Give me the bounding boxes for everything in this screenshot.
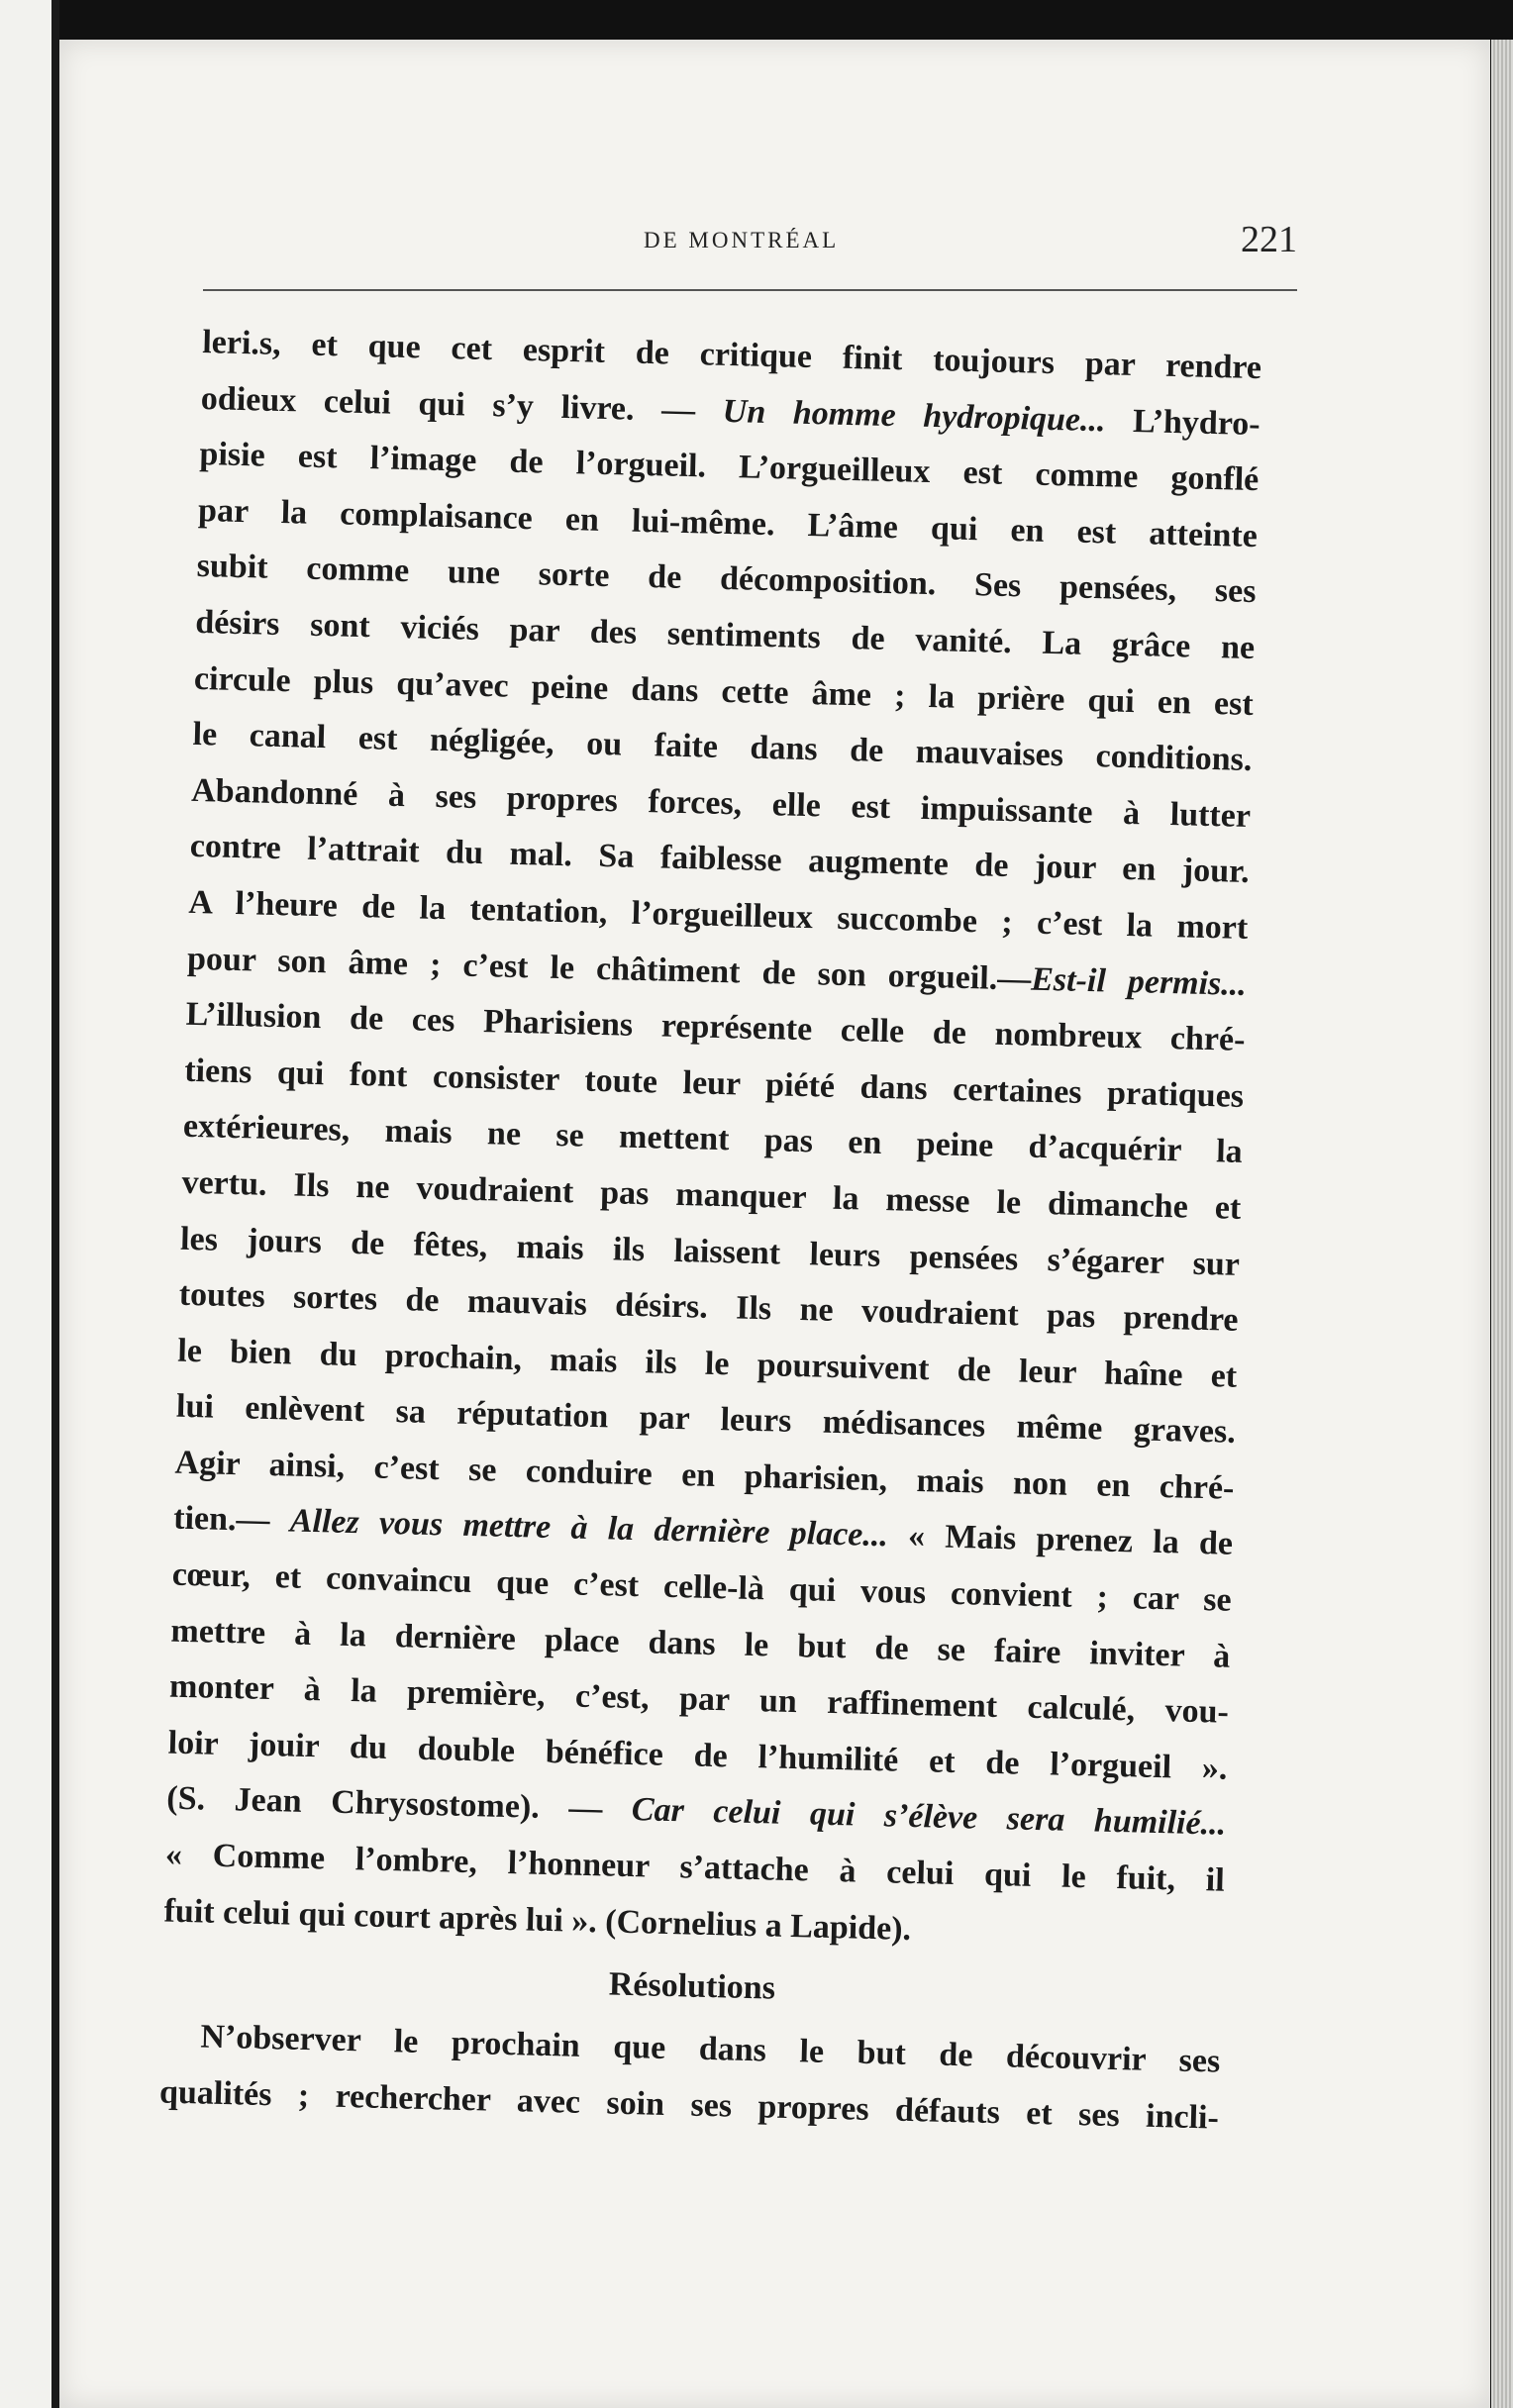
italic-run: Un homme hydropique... — [722, 392, 1106, 439]
text-run: L’hydro- — [1105, 401, 1261, 443]
text-run: « Comme l’ombre, l’honneur s’attache à celui qui le fuit, il — [164, 1836, 1226, 1899]
text-run: « Mais prenez la de — [887, 1517, 1234, 1563]
text-run: le bien du prochain, mais ils le poursuivent de leur haîne et — [176, 1332, 1238, 1395]
main-paragraph — [163, 315, 1262, 1965]
text-run: cœur, et convaincu que c’est celle-là qui vous convient ; car se — [171, 1555, 1233, 1619]
text-run: mettre à la dernière place dans le but de se faire inviter à — [170, 1612, 1231, 1675]
header-rule — [203, 289, 1297, 291]
text-run: Abandonné à ses propres forces, elle est impuissante à lutter — [190, 771, 1252, 835]
text-line: N’observer le prochain que dans le but de découvrir ses — [200, 2018, 1221, 2080]
body-text — [158, 315, 1261, 2147]
facing-page-edge — [0, 0, 59, 2408]
text-run: pour son âme ; c’est le châtiment de son orgueil.— — [186, 940, 1032, 998]
text-run: A l’heure de la tentation, l’orgueilleux succombe ; c’est la mort — [188, 883, 1249, 947]
text-run: odieux celui qui s’y livre. — — [200, 379, 724, 430]
text-run: circule plus qu’avec peine dans cette âme ; la prière qui en est — [193, 659, 1255, 723]
text-run: lui enlèvent sa réputation par leurs médisances même graves. — [175, 1387, 1237, 1452]
page-stack-edge — [1491, 40, 1513, 2408]
text-run: Agir ainsi, c’est se conduire en pharisien, mais non en chré- — [174, 1444, 1235, 1507]
text-run: par la complaisance en lui-même. L’âme qui en est atteinte — [197, 491, 1259, 554]
text-line: qualités ; rechercher avec soin ses propres défauts et ses incli- — [158, 2073, 1220, 2137]
text-run: leri.s, et que cet esprit de critique finit toujours par rendre — [201, 323, 1262, 387]
italic-run: Car celui qui s’élève sera humilié... — [631, 1791, 1227, 1844]
running-head: DE MONTRÉAL — [644, 228, 840, 252]
text-run: contre l’attrait du mal. Sa faiblesse augmente de jour en jour. — [189, 828, 1251, 891]
italic-run: Est-il permis... — [1030, 960, 1248, 1003]
text-run: subit comme une sorte de décomposition. Ses pensées, ses — [196, 548, 1257, 611]
text-run: pisie est l’image de l’orgueil. L’orgueilleux est comme gonflé — [199, 436, 1260, 499]
text-run: les jours de fêtes, mais ils laissent leurs pensées s’égarer sur — [179, 1220, 1241, 1283]
section-heading: Résolutions — [608, 1965, 776, 2007]
text-run: le canal est négligée, ou faite dans de mauvaises conditions. — [192, 716, 1253, 779]
page-number: 221 — [1241, 219, 1297, 260]
text-run: (S. Jean Chrysostome). — — [165, 1779, 633, 1829]
page-header — [198, 218, 1307, 277]
text-run: loir jouir du double bénéfice de l’humilité et de l’orgueil ». — [167, 1724, 1228, 1787]
text-run: monter à la première, c’est, par un raffinement calculé, vou- — [168, 1667, 1230, 1731]
text-run: vertu. Ils ne voudraient pas manquer la messe le dimanche et — [181, 1163, 1242, 1227]
text-run: extérieures, mais ne se mettent pas en peine d’acquérir la — [182, 1108, 1244, 1171]
text-run: désirs sont viciés par des sentiments de vanité. La grâce ne — [194, 603, 1256, 667]
text-run: fuit celui qui court après lui ». (Cornelius a Lapide). — [163, 1892, 912, 1948]
text-run: tien.— — [172, 1500, 291, 1540]
text-run: L’illusion de ces Pharisiens représente celle de nombreux chré- — [185, 995, 1246, 1059]
text-run: toutes sortes de mauvais désirs. Ils ne voudraient pas prendre — [178, 1275, 1239, 1339]
italic-run: Allez vous mettre à la dernière place... — [289, 1502, 889, 1555]
text-run: tiens qui font consister toute leur piété dans certaines pratiques — [183, 1052, 1245, 1115]
